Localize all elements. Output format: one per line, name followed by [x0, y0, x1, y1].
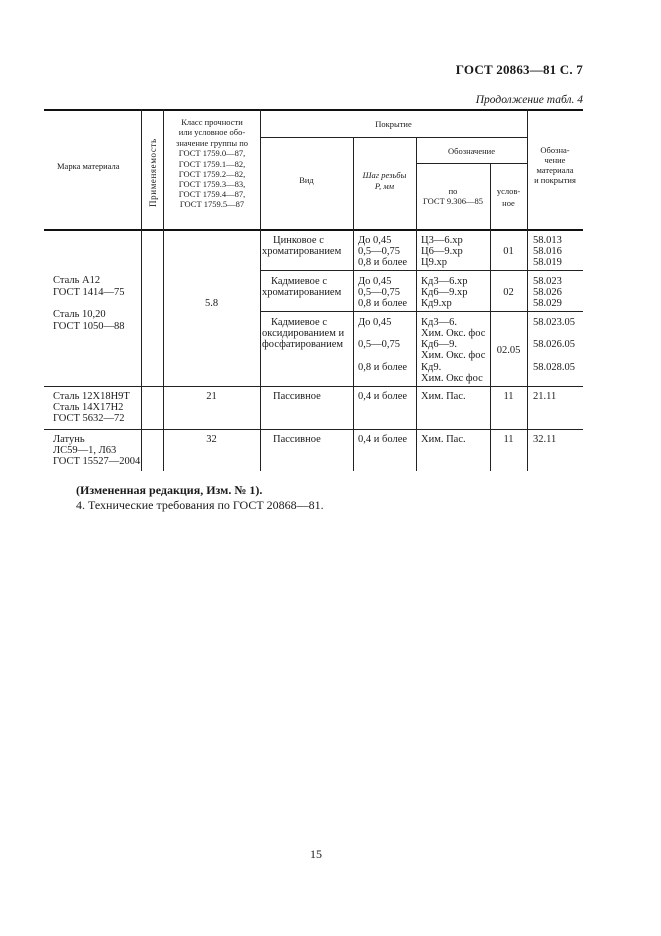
table-continuation-label: Продолжение табл. 4: [475, 94, 583, 106]
header-coating: Покрытие: [375, 119, 412, 129]
header-material: Марка материала: [57, 161, 120, 171]
page-number: 15: [310, 847, 322, 861]
requirements-note: 4. Технические требования по ГОСТ 20868—81.: [76, 498, 324, 512]
header-designation: Обозначение: [448, 146, 495, 156]
amendment-note: (Измененная редакция, Изм. № 1).: [76, 483, 263, 497]
group1-strength: 5.8: [204, 298, 219, 309]
page-header-title: ГОСТ 20863—81 С. 7: [455, 62, 583, 77]
header-applicability: Применяемость: [148, 138, 158, 207]
header-type: Вид: [299, 175, 314, 185]
